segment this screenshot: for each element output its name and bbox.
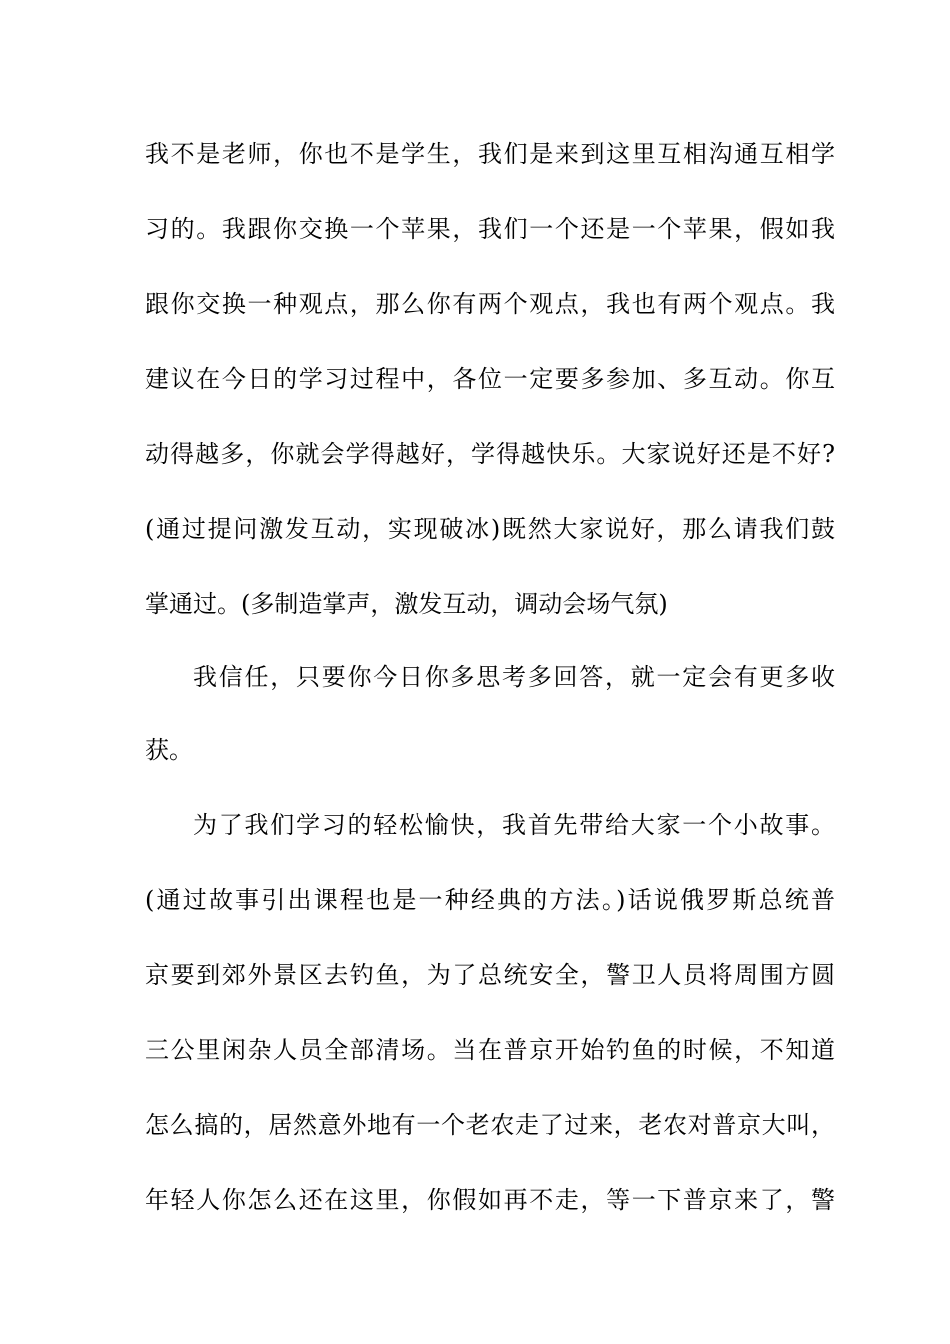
- paragraph-first-line: 我信任，只要你今日你多思考多回答，就一定会有更多收: [193, 663, 835, 691]
- paragraph-first-line: 为了我们学习的轻松愉快，我首先带给大家一个小故事。: [193, 811, 835, 839]
- text-line: 我不是老师，你也不是学生，我们是来到这里互相沟通互相学: [145, 140, 835, 168]
- text-line: 动得越多，你就会学得越好，学得越快乐。大家说好还是不好?: [145, 440, 835, 468]
- text-line: 怎么搞的，居然意外地有一个老农走了过来，老农对普京大叫，: [145, 1111, 835, 1139]
- text-line: (通过故事引出课程也是一种经典的方法。)话说俄罗斯总统普: [145, 886, 835, 914]
- text-line: 习的。我跟你交换一个苹果，我们一个还是一个苹果，假如我: [145, 215, 835, 243]
- text-line: 年轻人你怎么还在这里，你假如再不走，等一下普京来了，警: [145, 1186, 835, 1214]
- text-line: 掌通过。(多制造掌声，激发互动，调动会场气氛): [145, 590, 668, 618]
- text-line: 三公里闲杂人员全部清场。当在普京开始钓鱼的时候，不知道: [145, 1036, 835, 1064]
- text-line: (通过提问激发互动，实现破冰)既然大家说好，那么请我们鼓: [145, 515, 835, 543]
- text-line: 建议在今日的学习过程中，各位一定要多参加、多互动。你互: [145, 365, 835, 393]
- text-line: 跟你交换一种观点，那么你有两个观点，我也有两个观点。我: [145, 290, 835, 318]
- text-line: 京要到郊外景区去钓鱼，为了总统安全，警卫人员将周围方圆: [145, 961, 835, 989]
- text-line: 获。: [145, 736, 193, 764]
